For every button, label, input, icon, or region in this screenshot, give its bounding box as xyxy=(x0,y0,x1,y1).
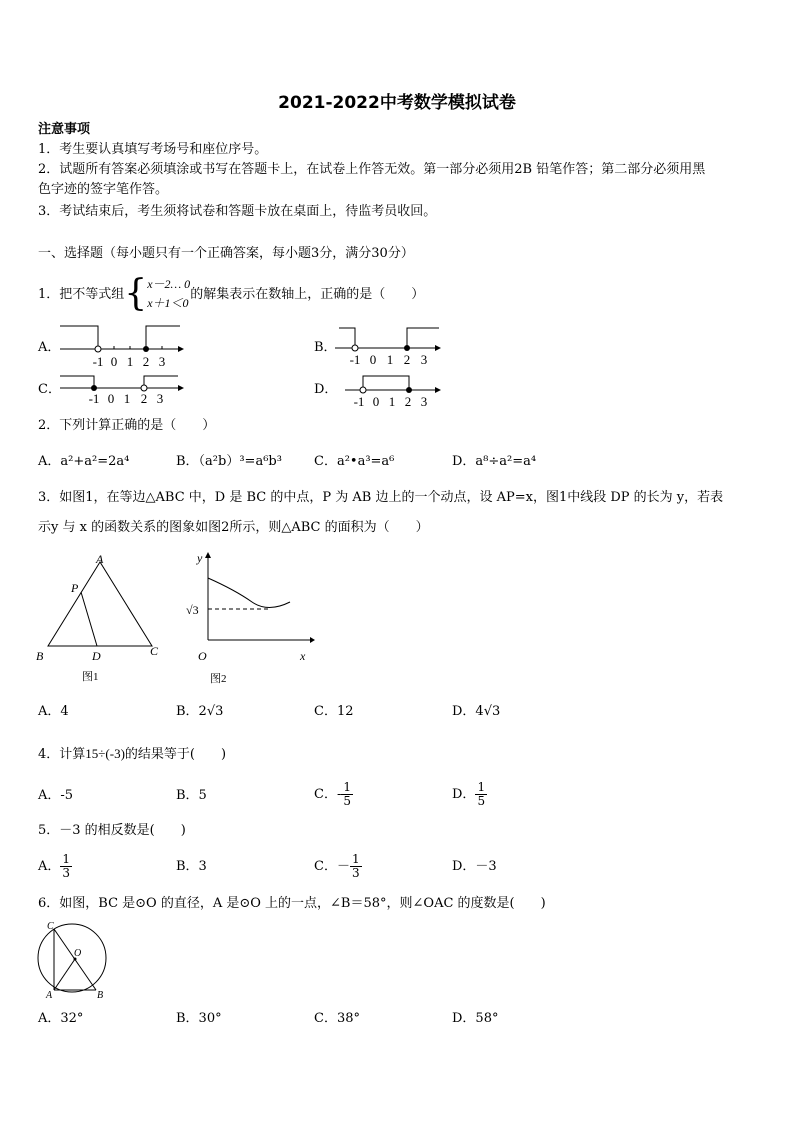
label-O: O xyxy=(198,649,207,663)
section-heading: 一、选择题（每小题只有一个正确答案，每小题3分，满分30分） xyxy=(38,246,414,261)
q4-prefix: 4．计算 xyxy=(38,747,86,762)
tick-label: 3 xyxy=(420,352,428,367)
q6-option-c: C．38° xyxy=(314,1011,360,1026)
label-A: A xyxy=(46,990,53,1001)
question-1-stem xyxy=(38,272,424,316)
notice-item-3: 3．考试结束后，考生须将试卷和答题卡放在桌面上，待监考员收回。 xyxy=(38,204,437,219)
fraction xyxy=(341,781,353,808)
question-2-stem: 2．下列计算正确的是（ ） xyxy=(38,418,216,433)
fraction xyxy=(475,781,487,808)
q2-option-d: D．a⁸÷a²=a⁴ xyxy=(452,454,537,469)
brace-symbol: { xyxy=(124,273,148,314)
tick-label: 0 xyxy=(110,354,118,369)
q1-option-d-label: D． xyxy=(314,382,338,397)
q5-option-d: D．－3 xyxy=(452,859,497,874)
denominator: 5 xyxy=(343,793,351,808)
label-P: P xyxy=(71,581,79,595)
notice-item-2: 2．试题所有答案必须填涂或书写在答题卡上，在试卷上作答无效。第一部分必须用2B 铅笔作答；第二部分必须用黑 xyxy=(38,162,706,177)
q4-option-b: B．5 xyxy=(176,788,207,803)
label-y: y xyxy=(197,551,203,565)
q4-option-a: A．-5 xyxy=(38,788,74,803)
figure-2-caption: 图2 xyxy=(210,673,227,685)
page-title: 2021-2022中考数学模拟试卷 xyxy=(278,93,516,113)
tick-label: 1 xyxy=(123,391,131,406)
q5-a-prefix: A． xyxy=(38,858,61,874)
inequality-system xyxy=(147,275,190,313)
q2-option-c: C．a²•a³=a⁶ xyxy=(314,454,395,469)
tick-label: 1 xyxy=(388,394,396,409)
q2-option-b: B．（a²b）³=a⁶b³ xyxy=(176,454,282,469)
question-3-stem-2: 示y 与 x 的函数关系的图象如图2所示，则△ABC 的面积为（ ） xyxy=(38,520,429,535)
notice-item-2-cont: 色字迹的签字笔作答。 xyxy=(38,182,169,197)
figure-1-triangle xyxy=(34,552,164,687)
number-line-d xyxy=(345,370,445,410)
denominator: 3 xyxy=(62,865,71,880)
denominator: 5 xyxy=(477,793,486,808)
tick-label: -1 xyxy=(349,352,361,367)
q3-option-b: B．2√3 xyxy=(176,704,224,719)
numerator: 1 xyxy=(351,851,360,866)
tick-label: 2 xyxy=(140,391,148,406)
tick-label: 2 xyxy=(142,354,150,369)
notice-heading: 注意事项 xyxy=(38,122,91,137)
label-C: C xyxy=(150,644,159,658)
number-line-a xyxy=(60,322,185,370)
figure-2-graph xyxy=(180,550,315,688)
q3-option-a: A．4 xyxy=(38,704,69,719)
question-6-stem: 6．如图，BC 是⊙O 的直径，A 是⊙O 上的一点，∠B＝58°，则∠OAC 的度数是( ) xyxy=(38,896,546,911)
q1-option-b-label: B． xyxy=(314,340,337,355)
question-4-stem xyxy=(38,744,226,764)
q1-option-c-label: C． xyxy=(38,382,61,397)
q1-suffix: 的解集表示在数轴上，正确的是（ ） xyxy=(190,286,425,302)
tick-label: -1 xyxy=(88,391,100,406)
q4-c-prefix: C．- xyxy=(314,786,342,802)
q5-option-c xyxy=(314,846,362,886)
q1-prefix: 1．把不等式组 xyxy=(38,286,125,302)
figure-circle xyxy=(34,918,114,1002)
tick-label: -1 xyxy=(92,354,104,369)
q4-suffix: 的结果等于( ) xyxy=(124,747,227,762)
numerator: 1 xyxy=(343,779,351,794)
tick-label: 3 xyxy=(158,354,166,369)
label-C: C xyxy=(47,921,54,932)
q6-option-b: B．30° xyxy=(176,1011,222,1026)
q4-d-prefix: D． xyxy=(452,786,476,802)
label-x: x xyxy=(300,649,306,663)
tick-label: 0 xyxy=(369,352,377,367)
tick-label: -1 xyxy=(353,394,365,409)
q1-option-a-label: A． xyxy=(38,340,61,355)
tick-label: 1 xyxy=(386,352,394,367)
tick-label: 0 xyxy=(372,394,380,409)
tick-label: 0 xyxy=(107,391,115,406)
label-D: D xyxy=(92,649,101,663)
figure-1-caption: 图1 xyxy=(82,671,99,683)
number-line-c xyxy=(60,372,185,410)
q4-option-c xyxy=(314,774,353,814)
notice-item-1: 1．考生要认真填写考场号和座位序号。 xyxy=(38,142,268,157)
label-B: B xyxy=(36,649,44,663)
q5-c-prefix: C．－ xyxy=(314,858,350,874)
fraction xyxy=(60,853,72,880)
q6-option-d: D．58° xyxy=(452,1011,499,1026)
label-A: A xyxy=(96,552,104,566)
numerator: 1 xyxy=(62,851,71,866)
fraction xyxy=(350,853,362,880)
tick-label: 3 xyxy=(420,394,428,409)
q6-option-a: A．32° xyxy=(38,1011,84,1026)
tick-label: 2 xyxy=(404,394,412,409)
q5-option-b: B．3 xyxy=(176,859,207,874)
q4-expression: 15÷(-3) xyxy=(85,746,125,761)
label-O: O xyxy=(74,948,82,959)
tick-label: 3 xyxy=(156,391,164,406)
question-3-stem-1: 3．如图1，在等边△ABC 中，D 是 BC 的中点，P 为 AB 边上的一个动点，设 AP=x，图1中线段 DP 的长为 y，若表 xyxy=(38,490,724,505)
question-5-stem: 5．－3 的相反数是( ) xyxy=(38,823,186,838)
tick-label: 1 xyxy=(126,354,134,369)
number-line-b xyxy=(335,324,445,368)
denominator: 3 xyxy=(351,865,360,880)
q4-option-d xyxy=(452,774,487,814)
tick-label: 2 xyxy=(403,352,411,367)
inequality-2: x＋1＜0 xyxy=(147,296,189,310)
q3-option-c: C．12 xyxy=(314,704,354,719)
numerator: 1 xyxy=(477,779,486,794)
q3-option-d: D．4√3 xyxy=(452,704,501,719)
q2-option-a: A．a²+a²=2a⁴ xyxy=(38,454,130,469)
q5-option-a xyxy=(38,846,72,886)
label-B: B xyxy=(97,990,104,1001)
label-root3: √3 xyxy=(186,603,199,617)
inequality-1: x－2… 0 xyxy=(147,277,191,291)
